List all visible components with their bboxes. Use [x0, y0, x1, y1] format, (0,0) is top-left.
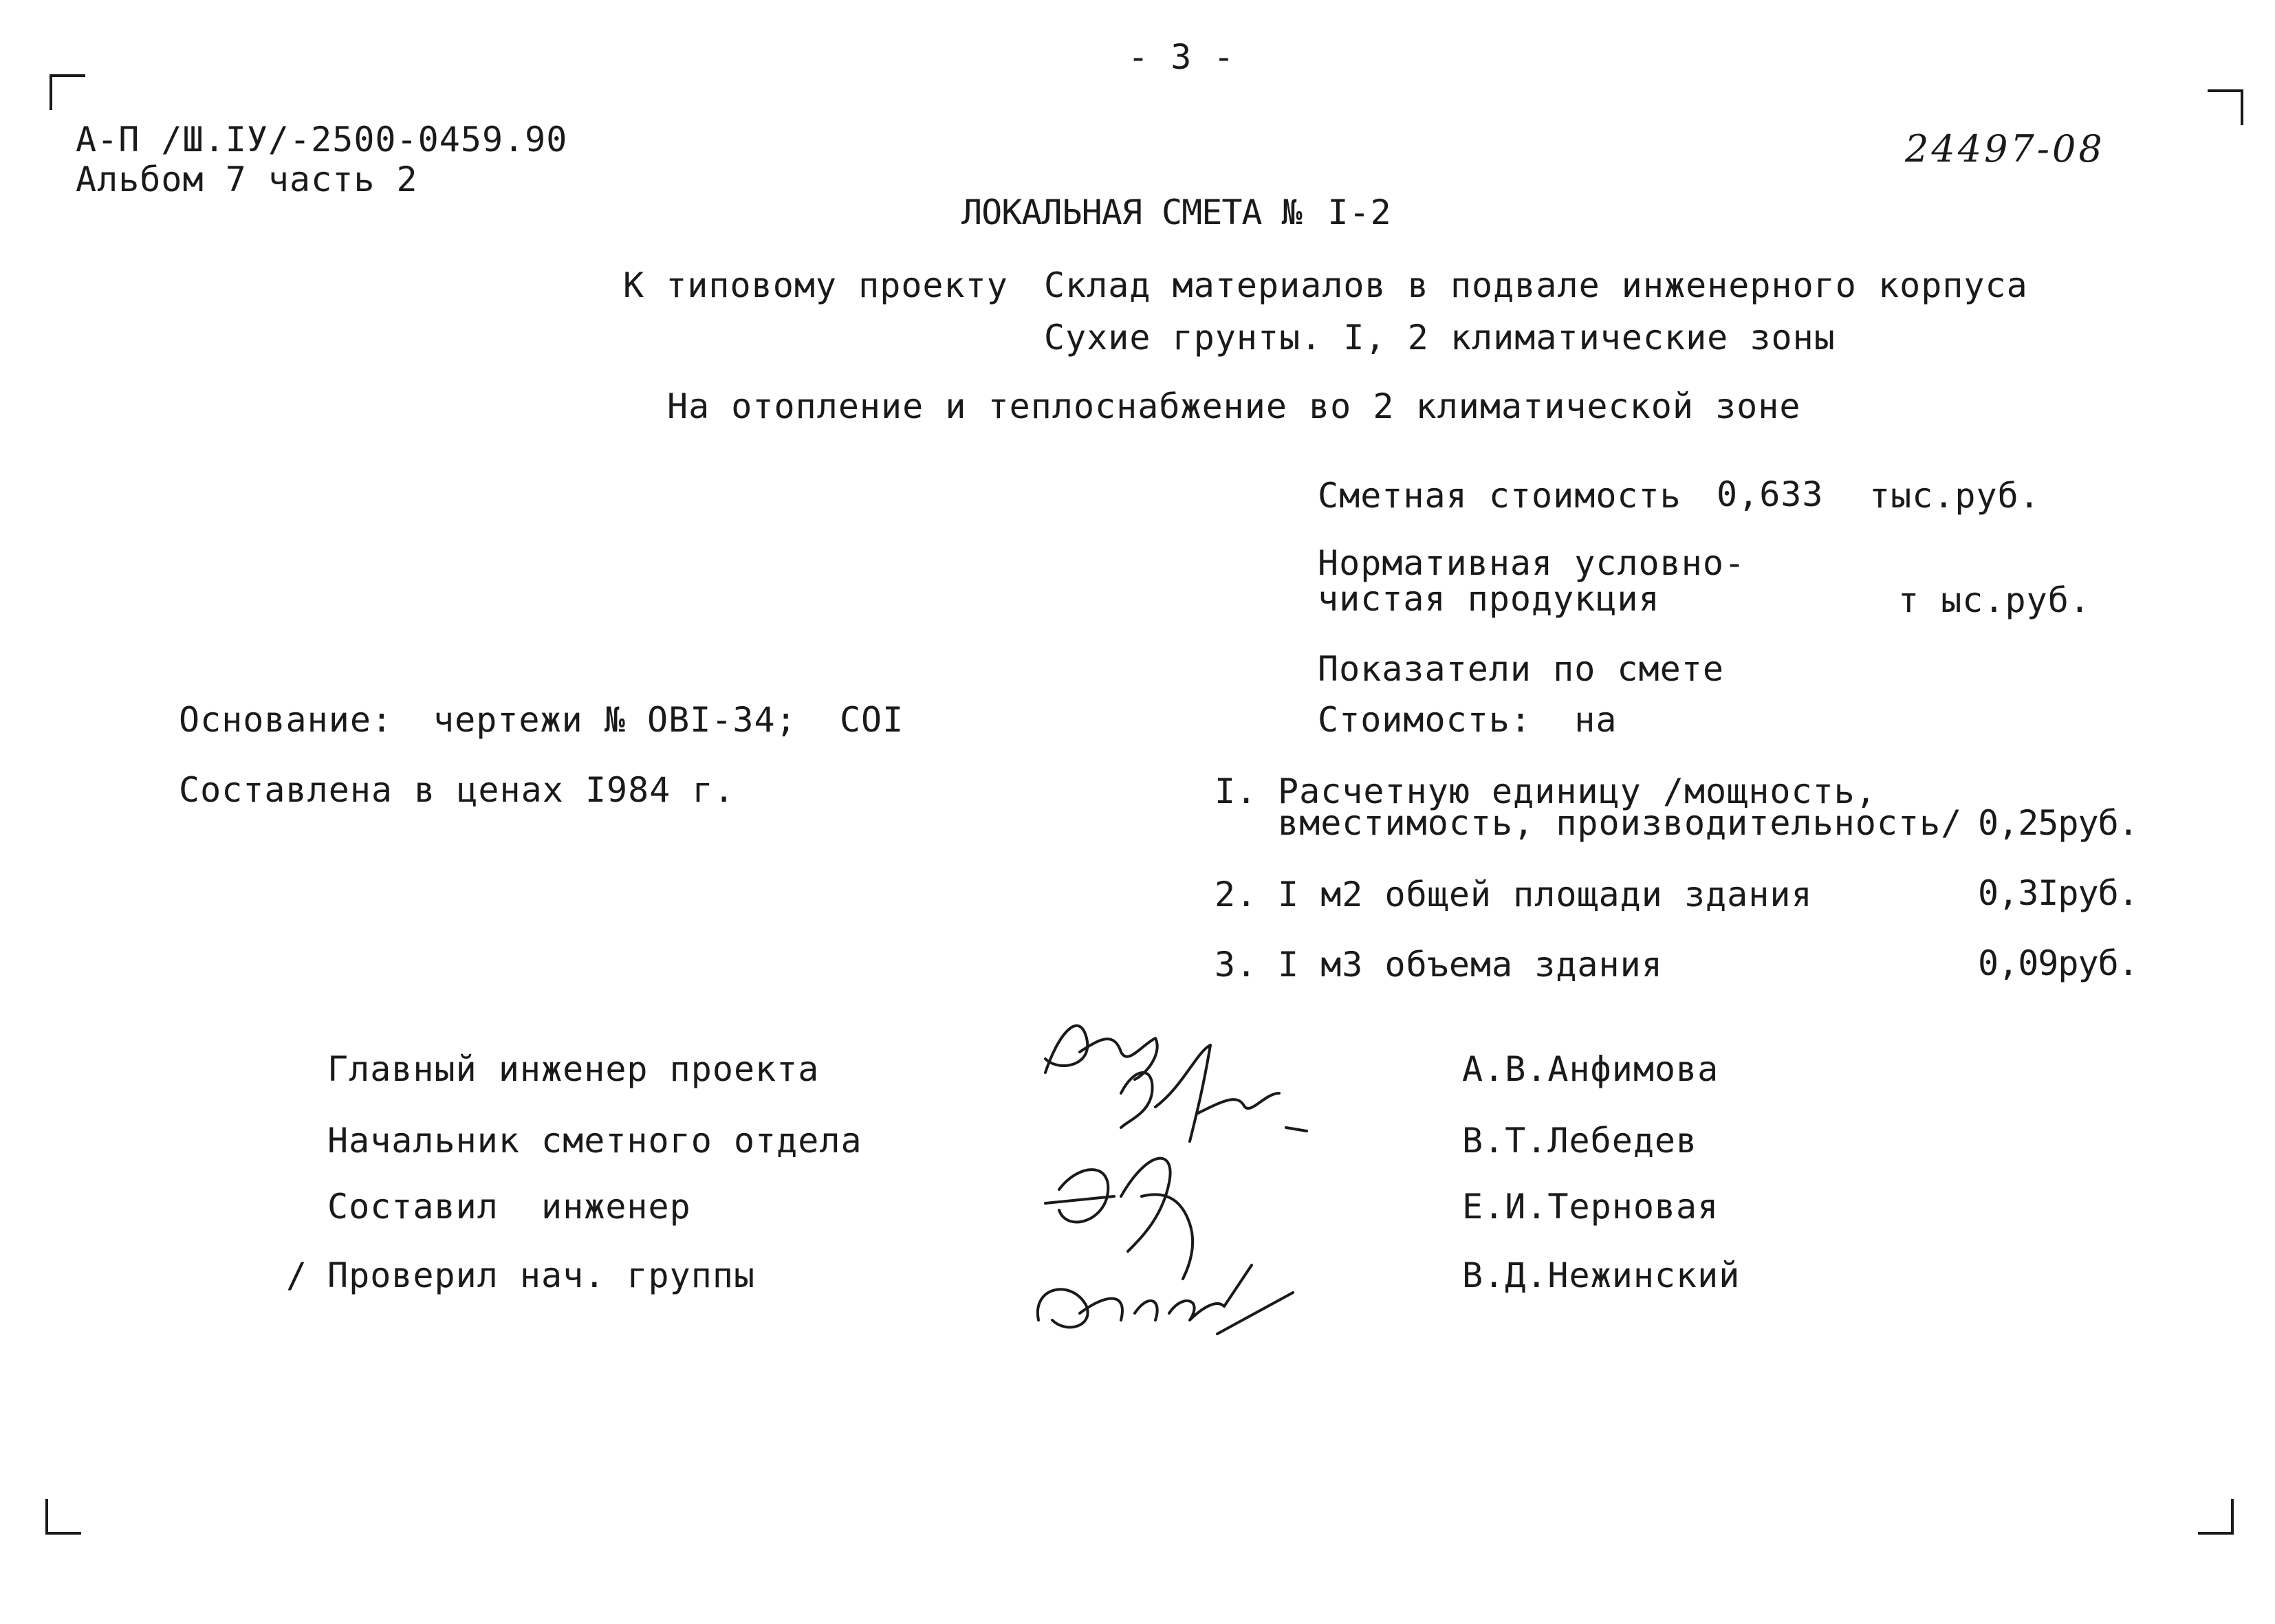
signature-name-nezhinsky: В.Д.Нежинский: [1462, 1255, 1741, 1295]
signature-role-head-estimates: Начальник сметного отдела: [327, 1121, 862, 1161]
indicator-3-num: 3.: [1215, 945, 1258, 985]
signature-name-lebedev: В.Т.Лебедев: [1462, 1121, 1698, 1161]
stamp-number: 24497-08: [1905, 127, 2105, 171]
indicator-1-line2: вместимость, производительность/: [1278, 803, 1963, 843]
title-number: I-2: [1327, 193, 1392, 232]
normative-line1: Нормативная условно-: [1318, 543, 1746, 583]
signature-ternovaya: [1045, 1159, 1193, 1279]
page-number: - 3 -: [1128, 37, 1235, 77]
indicator-1-line1: Расчетную единицу /мощность,: [1278, 771, 1877, 811]
project-name: Склад материалов в подвале инженерного корпуса: [1044, 265, 2028, 305]
indicator-3-value: 0,09руб.: [1978, 943, 2138, 983]
cost-value: 0,633: [1717, 474, 1824, 514]
signature-role-checker: Проверил нач. группы: [327, 1255, 756, 1295]
corner-mark-bottom-right: [2198, 1499, 2234, 1535]
indicators-cost-on: Стоимость: на: [1318, 700, 1618, 740]
title-label: ЛОКАЛЬНАЯ СМЕТА №: [961, 193, 1302, 232]
handwritten-signatures: [1018, 990, 1375, 1348]
signature-name-anfimova: А.В.Анфимова: [1462, 1049, 1719, 1089]
indicator-2-value: 0,3Iруб.: [1978, 873, 2138, 913]
normative-line2: чистая продукция: [1318, 579, 1660, 619]
checker-slash-mark: /: [286, 1255, 308, 1295]
indicator-2-line1: I м2 общей площади здания: [1278, 875, 1813, 914]
signature-role-chief-engineer: Главный инженер проекта: [327, 1049, 820, 1089]
project-purpose: На отопление и теплоснабжение во 2 климатической зоне: [667, 386, 1801, 426]
signature-anfimova: [1045, 1026, 1157, 1079]
indicator-3-line1: I м3 объема здания: [1278, 945, 1663, 985]
corner-mark-bottom-left: [45, 1499, 81, 1535]
signature-role-engineer: Составил инженер: [327, 1187, 691, 1227]
signature-lebedev: [1121, 1045, 1307, 1141]
document-code: А-П /Ш.IУ/-2500-0459.90: [76, 120, 568, 160]
indicator-2-num: 2.: [1215, 875, 1258, 914]
prices-year: Составлена в ценах I984 г.: [179, 770, 735, 810]
corner-mark-top-left: [50, 74, 85, 110]
normative-unit: т ыс.руб.: [1898, 580, 2091, 620]
cost-label: Сметная стоимость: [1318, 476, 1681, 516]
signature-name-ternovaya: Е.И.Терновая: [1462, 1187, 1719, 1227]
indicators-title: Показатели по смете: [1318, 649, 1724, 689]
signature-nezhinsky: [1038, 1265, 1293, 1334]
indicator-1-num: I.: [1215, 771, 1258, 811]
indicator-1-value: 0,25руб.: [1978, 803, 2138, 843]
document-title: [961, 195, 1392, 230]
project-soil-zones: Сухие грунты. I, 2 климатические зоны: [1044, 318, 1836, 358]
basis-label: Основание:: [179, 700, 393, 740]
album-label: Альбом 7 часть 2: [76, 160, 418, 199]
basis-value: чертежи № ОВI-34; СОI: [433, 700, 904, 740]
cost-unit: тыс.руб.: [1869, 476, 2040, 516]
corner-mark-top-right: [2208, 89, 2243, 125]
project-prefix: К типовому проекту: [623, 265, 1008, 305]
